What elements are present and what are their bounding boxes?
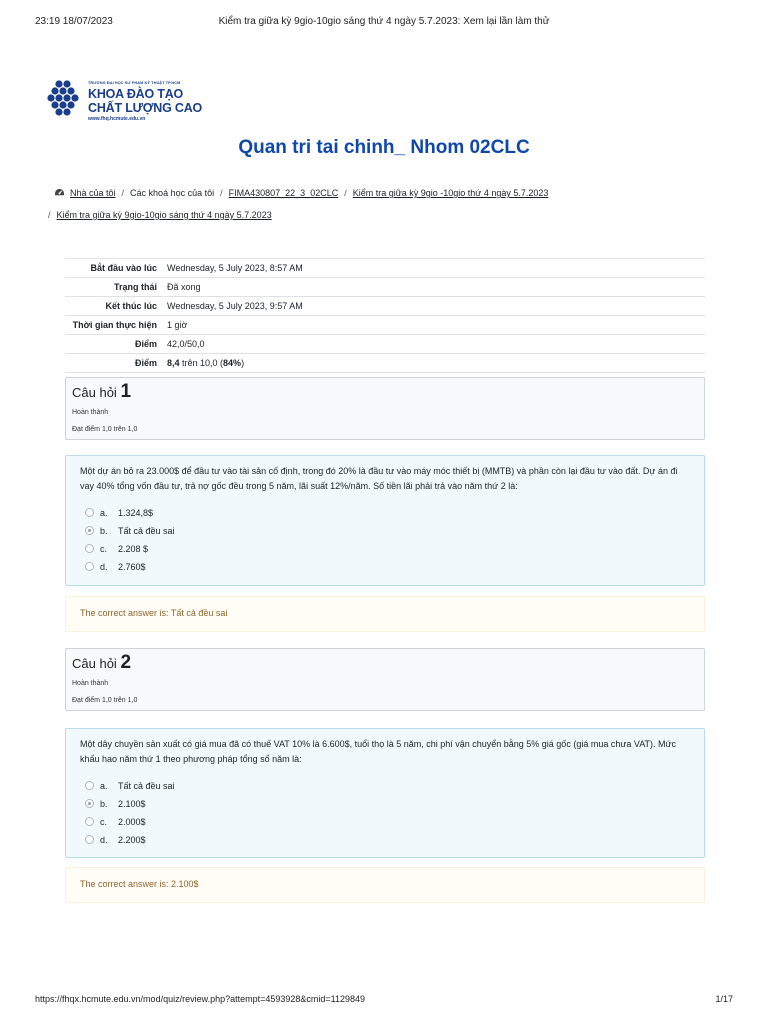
answer-letter: c. [100,817,108,827]
summary-label: Kết thúc lúc [105,301,157,311]
print-page-title: Kiểm tra giữa kỳ 9gio-10gio sáng thứ 4 ngày 5.7.2023: Xem lại lần làm thử [218,16,550,27]
summary-value: Đã xong [167,282,201,292]
breadcrumb-home[interactable]: Nhà của tôi [70,188,116,198]
answer-letter: d. [100,562,108,572]
breadcrumb [48,182,714,226]
radio-button-selected[interactable] [85,799,94,808]
question-number [72,652,131,674]
answer-text: 2.000$ [118,817,146,827]
summary-value: 1 giờ [167,320,188,330]
answer-option[interactable] [80,795,690,813]
breadcrumb-separator: / [220,188,223,198]
summary-label: Thời gian thực hiện [72,320,157,330]
answer-option[interactable] [80,522,690,540]
summary-value: 42,0/50,0 [167,339,205,349]
breadcrumb-course[interactable]: FIMA430807_22_3_02CLC [228,188,339,198]
grade-percent: 84% [223,358,242,368]
summary-row-state [65,278,705,297]
answer-letter: b. [100,799,108,809]
summary-value: Wednesday, 5 July 2023, 8:57 AM [167,263,303,273]
question-state: Hoàn thành [72,680,109,687]
question-grade: Đạt điểm 1,0 trên 1,0 [72,697,138,704]
radio-button-selected[interactable] [85,526,94,535]
print-page-number: 1/17 [715,994,733,1004]
question-info-2 [65,648,705,711]
answer-option[interactable] [80,777,690,795]
question-text: Một dây chuyền sản xuất có giá mua đã có thuế VAT 10% là 6.600$, tuổi thọ là 5 năm, chi phí vận chuyển bằng 5% giá gốc (giá mua chưa VAT). Mức khấu hao năm thứ 1 theo phương pháp tổng số năm là: [80,739,677,764]
summary-row-marks [65,335,705,354]
answer-letter: a. [100,508,108,518]
answer-text: Tất cả đều sai [118,781,175,791]
summary-label: Điểm [134,339,157,349]
answer-text: 1.324,8$ [118,508,154,518]
grade-end: ) [241,358,245,368]
correct-answer-text: The correct answer is: 2.100$ [80,879,199,889]
question-number [72,381,131,403]
breadcrumb-separator: / [48,210,51,220]
answer-letter: a. [100,781,108,791]
question-prefix: Câu hỏi [72,656,117,671]
answer-letter: c. [100,544,108,554]
breadcrumb-quiz-section[interactable]: Kiểm tra giữa kỳ 9gio -10gio thứ 4 ngày 5.7.2023 [352,188,549,198]
answer-option[interactable] [80,504,690,522]
grade-middle: trên 10,0 ( [179,358,224,368]
summary-row-duration [65,316,705,335]
question-text: Một dự án bỏ ra 23.000$ để đầu tư vào tài sản cố định, trong đó 20% là đầu tư vào máy móc thiết bị (MMTB) và phần còn lại đầu tư vào đất. Dự án đi vay 40% tổng vốn đầu tư, trả nợ gốc đều trong 5 năm, lãi suất 12%/năm. Số tiền lãi phải trả vào năm thứ 2 là: [80,466,678,491]
answer-text: 2.100$ [118,799,146,809]
logo-website: www.fhq.hcmute.edu.vn [88,116,146,122]
breadcrumb-quiz[interactable]: Kiểm tra giữa kỳ 9gio-10gio sáng thứ 4 ngày 5.7.2023 [56,210,272,220]
breadcrumb-separator: / [344,188,347,198]
radio-button[interactable] [85,544,94,553]
answer-text: 2.208 $ [118,544,149,554]
radio-button[interactable] [85,508,94,517]
question-info-1 [65,377,705,440]
answer-letter: d. [100,835,108,845]
question-state: Hoàn thành [72,409,109,416]
question-content-1 [65,455,705,586]
course-title: Quan tri tai chinh_ Nhom 02CLC [238,137,530,158]
radio-button[interactable] [85,817,94,826]
summary-value: Wednesday, 5 July 2023, 9:57 AM [167,301,303,311]
breadcrumb-my-courses: Các khoá học của tôi [130,188,215,198]
answer-option[interactable] [80,558,690,576]
summary-label: Trạng thái [113,282,157,292]
faculty-logo[interactable] [46,79,203,127]
answer-text: 2.760$ [118,562,146,572]
grade-score: 8,4 [167,358,180,368]
print-footer [35,994,733,1004]
radio-button[interactable] [85,835,94,844]
answer-text: 2.200$ [118,835,146,845]
print-datetime: 23:19 18/07/2023 [35,16,113,27]
hexagon-cluster-icon [46,79,88,121]
answer-option[interactable] [80,813,690,831]
question-content-2 [65,728,705,858]
logo-university-line: TRƯỜNG ĐẠI HỌC SƯ PHẠM KỸ THUẬT TP.HCM [88,81,181,85]
answer-option[interactable] [80,540,690,558]
answer-text: Tất cả đều sai [118,526,175,536]
breadcrumb-separator: / [121,188,125,198]
summary-row-started [65,259,705,278]
answer-option[interactable] [80,831,690,849]
feedback-box-2 [65,867,705,903]
summary-grade-value [163,354,705,373]
summary-row-grade [65,354,705,373]
question-grade: Đạt điểm 1,0 trên 1,0 [72,426,138,433]
logo-line-1: KHOA ĐÀO TẠO [88,87,184,101]
question-prefix: Câu hỏi [72,385,117,400]
attempt-summary-table [65,258,705,373]
question-num: 2 [120,652,132,673]
radio-button[interactable] [85,562,94,571]
radio-button[interactable] [85,781,94,790]
print-url: https://fhqx.hcmute.edu.vn/mod/quiz/review.php?attempt=4593928&cmid=1129849 [35,994,366,1004]
summary-row-completed [65,297,705,316]
question-num: 1 [120,381,132,402]
feedback-box-1 [65,596,705,632]
summary-label: Bắt đầu vào lúc [90,263,157,273]
correct-answer-text: The correct answer is: Tất cả đều sai [80,608,228,618]
print-header [35,16,733,30]
answer-letter: b. [100,526,108,536]
summary-label: Điểm [134,358,157,368]
logo-line-2: CHẤT LƯỢNG CAO [88,101,203,115]
answer-list [80,777,690,849]
answer-list [80,504,690,576]
dashboard-icon [54,188,65,197]
